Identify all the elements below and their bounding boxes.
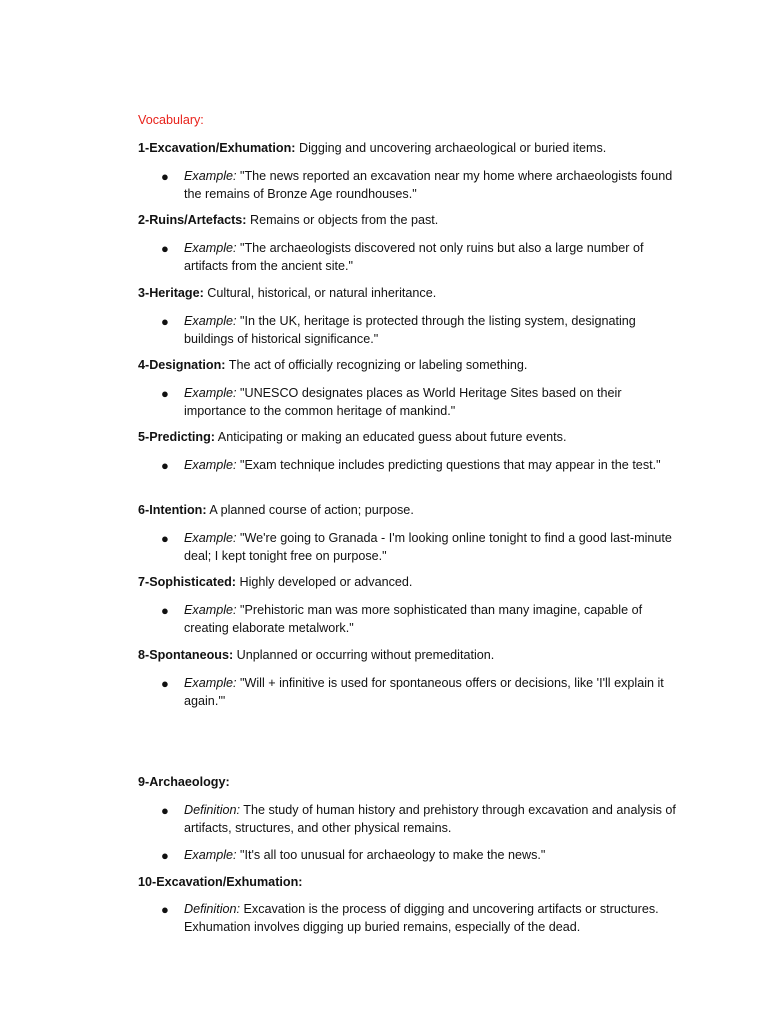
example-label: Example: — [184, 531, 237, 545]
entry-1-term: 1-Excavation/Exhumation: — [138, 141, 296, 155]
example-label: Example: — [184, 458, 237, 472]
entry-5-term: 5-Predicting: — [138, 430, 215, 444]
entry-1 — [138, 140, 698, 158]
entry-7-definition: Highly developed or advanced. — [239, 575, 413, 589]
bullet-icon: ● — [161, 676, 169, 691]
definition-text: The study of human history and prehistory through excavation and analysis of artifacts, structures, and other physical remains. — [184, 803, 676, 835]
entry-4-definition: The act of officially recognizing or labeling something. — [228, 358, 528, 372]
example-label: Example: — [184, 314, 237, 328]
bullet-icon: ● — [161, 314, 169, 329]
example-text: "Exam technique includes predicting questions that may appear in the test." — [240, 458, 661, 472]
example-label: Example: — [184, 169, 237, 183]
example-text: "It's all too unusual for archaeology to make the news." — [240, 848, 546, 862]
entry-8-example — [161, 675, 680, 710]
definition-text: Excavation is the process of digging and uncovering artifacts or structures. Exhumation involves digging up buried remains, especially of the dead. — [184, 902, 659, 934]
entry-4 — [138, 357, 698, 375]
entry-8 — [138, 647, 698, 665]
example-text: "The archaeologists discovered not only ruins but also a large number of artifacts from the ancient site." — [184, 241, 644, 273]
definition-label: Definition: — [184, 902, 241, 916]
entry-3-term: 3-Heritage: — [138, 286, 204, 300]
example-label: Example: — [184, 386, 237, 400]
bullet-icon: ● — [161, 241, 169, 256]
bullet-icon: ● — [161, 169, 169, 184]
example-label: Example: — [184, 603, 237, 617]
example-text: "The news reported an excavation near my home where archaeologists found the remains of Bronze Age roundhouses." — [184, 169, 673, 201]
entry-6-term: 6-Intention: — [138, 503, 207, 517]
example-text: "Prehistoric man was more sophisticated than many imagine, capable of creating elaborate metalwork." — [184, 603, 643, 635]
entry-5 — [138, 429, 698, 447]
bullet-icon: ● — [161, 902, 169, 917]
entry-2-term: 2-Ruins/Artefacts: — [138, 213, 247, 227]
entry-6-example — [161, 530, 680, 565]
bullet-icon: ● — [161, 386, 169, 401]
entry-7 — [138, 574, 698, 592]
vocabulary-title: Vocabulary: — [138, 113, 204, 127]
bullet-icon: ● — [161, 803, 169, 818]
entry-10 — [138, 874, 698, 892]
entry-3 — [138, 285, 698, 303]
entry-3-example — [161, 313, 680, 348]
definition-label: Definition: — [184, 803, 241, 817]
entry-9 — [138, 774, 698, 792]
example-text: "Will + infinitive is used for spontaneous offers or decisions, like 'I'll explain it again.'" — [184, 676, 664, 708]
entry-7-example — [161, 602, 680, 637]
entry-9-definition — [161, 802, 680, 837]
entry-2 — [138, 212, 698, 230]
entry-2-definition: Remains or objects from the past. — [249, 213, 439, 227]
example-label: Example: — [184, 848, 237, 862]
entry-8-term: 8-Spontaneous: — [138, 648, 234, 662]
entry-3-definition: Cultural, historical, or natural inheritance. — [207, 286, 437, 300]
entry-5-example — [161, 457, 680, 475]
example-text: "UNESCO designates places as World Heritage Sites based on their importance to the common heritage of mankind." — [184, 386, 622, 418]
entry-9-example — [161, 847, 680, 865]
example-label: Example: — [184, 241, 237, 255]
entry-7-term: 7-Sophisticated: — [138, 575, 236, 589]
entry-1-example — [161, 168, 680, 203]
entry-10-term: 10-Excavation/Exhumation: — [138, 875, 303, 889]
entry-6-definition: A planned course of action; purpose. — [209, 503, 414, 517]
entry-6 — [138, 502, 698, 520]
entry-8-definition: Unplanned or occurring without premeditation. — [236, 648, 495, 662]
entry-1-definition: Digging and uncovering archaeological or buried items. — [298, 141, 607, 155]
bullet-icon: ● — [161, 603, 169, 618]
entry-10-definition — [161, 901, 680, 936]
bullet-icon: ● — [161, 531, 169, 546]
entry-9-term: 9-Archaeology: — [138, 775, 230, 789]
entry-2-example — [161, 240, 680, 275]
entry-4-term: 4-Designation: — [138, 358, 226, 372]
example-text: "We're going to Granada - I'm looking online tonight to find a good last-minute deal; I kept tonight free on purpose." — [184, 531, 672, 563]
entry-4-example — [161, 385, 680, 420]
example-label: Example: — [184, 676, 237, 690]
example-text: "In the UK, heritage is protected through the listing system, designating buildings of historical significance." — [184, 314, 636, 346]
bullet-icon: ● — [161, 458, 169, 473]
bullet-icon: ● — [161, 848, 169, 863]
entry-5-definition: Anticipating or making an educated guess about future events. — [217, 430, 567, 444]
